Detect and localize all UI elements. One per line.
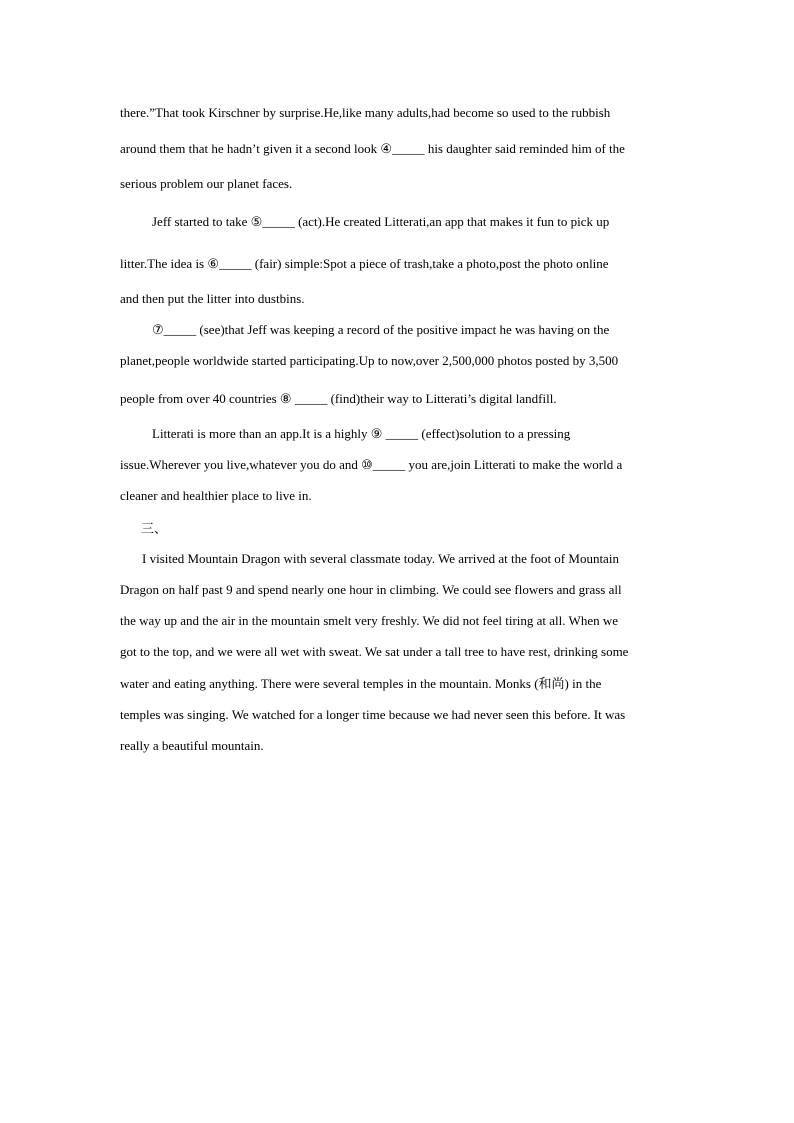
passage-line: ⑦_____ (see)that Jeff was keeping a record of the positive impact he was having on the <box>152 322 610 337</box>
passage-line: cleaner and healthier place to live in. <box>120 488 312 503</box>
passage-line: serious problem our planet faces. <box>120 176 293 191</box>
section-3-line: temples was singing. We watched for a longer time because we had never seen this before. It was <box>120 707 626 722</box>
passage-line: Litterati is more than an app.It is a highly ⑨ _____ (effect)solution to a pressing <box>152 426 571 441</box>
section-3-line: the way up and the air in the mountain smelt very freshly. We did not feel tiring at all. When we <box>120 613 618 628</box>
passage-line: around them that he hadn’t given it a second look ④_____ his daughter said reminded him of the <box>120 141 625 156</box>
passage-line: Jeff started to take ⑤_____ (act).He created Litterati,an app that makes it fun to pick up <box>152 214 610 229</box>
section-3-line: Dragon on half past 9 and spend nearly one hour in climbing. We could see flowers and grass all <box>120 582 622 597</box>
passage-line: there.”That took Kirschner by surprise.He,like many adults,had become so used to the rubbish <box>120 105 611 120</box>
section-3-line: water and eating anything. There were several temples in the mountain. Monks (和尚) in the <box>120 676 602 691</box>
section-3-label: 三、 <box>141 521 168 536</box>
passage-line: people from over 40 countries ⑧ _____ (find)their way to Litterati’s digital landfill. <box>120 391 557 406</box>
passage-line: and then put the litter into dustbins. <box>120 291 305 306</box>
passage-line: planet,people worldwide started participating.Up to now,over 2,500,000 photos posted by 3,500 <box>120 353 619 368</box>
passage-line: litter.The idea is ⑥_____ (fair) simple:Spot a piece of trash,take a photo,post the photo online <box>120 256 609 271</box>
passage-line: issue.Wherever you live,whatever you do and ⑩_____ you are,join Litterati to make the world a <box>120 457 623 472</box>
section-3-line: really a beautiful mountain. <box>120 738 264 753</box>
section-3-line: I visited Mountain Dragon with several classmate today. We arrived at the foot of Mountain <box>142 551 619 566</box>
section-3-line: got to the top, and we were all wet with sweat. We sat under a tall tree to have rest, drinking some <box>120 644 629 659</box>
